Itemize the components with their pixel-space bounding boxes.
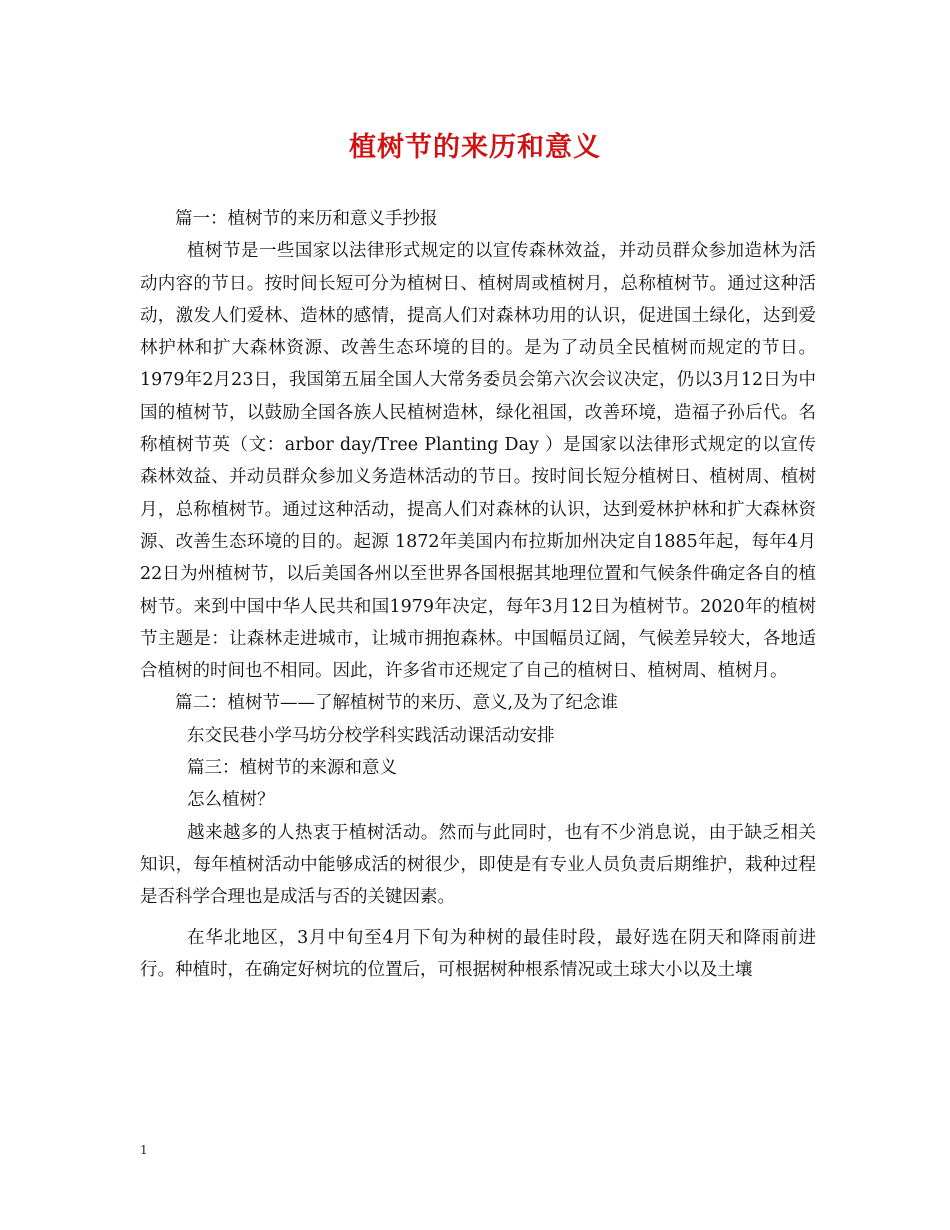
section-heading-3: 篇三：植树节的来源和意义 (187, 758, 397, 779)
body-paragraph: 在华北地区，3月中旬至4月下旬为种树的最佳时段，最好选在阴天和降雨前进行。种植时，在确定好树坑的位置后，可根据树种根系情况或土球大小以及土壤 (140, 927, 816, 980)
document-body (140, 203, 816, 986)
page-number: 1 (140, 1143, 148, 1157)
section-heading-1: 篇一：植树节的来历和意义手抄报 (175, 209, 438, 229)
body-paragraph: 越来越多的人热衷于植树活动。然而与此同时，也有不少消息说，由于缺乏相关知识，每年植树活动中能够成活的树很少，即使是有专业人员负责后期维护，栽种过程是否科学合理也是成活与否的关键因素。 (140, 822, 816, 908)
body-paragraph: 植树节是一些国家以法律形式规定的以宣传森林效益，并动员群众参加造林为活动内容的节日。按时间长短可分为植树日、植树周或植树月，总称植树节。通过这种活动，激发人们爱林、造林的感情，提高人们对森林功用的认识，促进国土绿化，达到爱林护林和扩大森林资源、改善生态环境的目的。是为了动员全民植树而规定的节日。1979年2月23日，我国第五届全国人大常务委员会第六次会议决定，仍以3月12日为中国的植树节，以鼓励全国各族人民植树造林，绿化祖国，改善环境，造福子孙后代。名称植树节英（文：arbor day/Tree Planting Day ）是国家以法律形式规定的以宣传森林效益、并动员群众参加义务造林活动的节日。按时间长短分植树日、植树周、植树月，总称植树节。通过这种活动，提高人们对森林的认识，达到爱林护林和扩大森林资源、改善生态环境的目的。起源 1872年美国内布拉斯加州决定自1885年起，每年4月22日为州植树节，以后美国各州以至世界各国根据其地理位置和气候条件确定各自的植树节。来到中国中华人民共和国1979年决定，每年3月12日为植树节。2020年的植树节主题是：让森林走进城市，让城市拥抱森林。中国幅员辽阔，气候差异较大，各地适合植树的时间也不相同。因此，许多省市还规定了自己的植树日、植树周、植树月。 (140, 241, 816, 682)
section-heading-2: 篇二：植树节——了解植树节的来历、意义,及为了纪念谁 (175, 693, 619, 714)
document-title: 植树节的来历和意义 (349, 132, 601, 163)
activity-line: 东交民巷小学马坊分校学科实践活动课活动安排 (187, 725, 555, 746)
paragraph-spacer (140, 914, 816, 922)
question-line: 怎么植树？ (187, 790, 275, 811)
